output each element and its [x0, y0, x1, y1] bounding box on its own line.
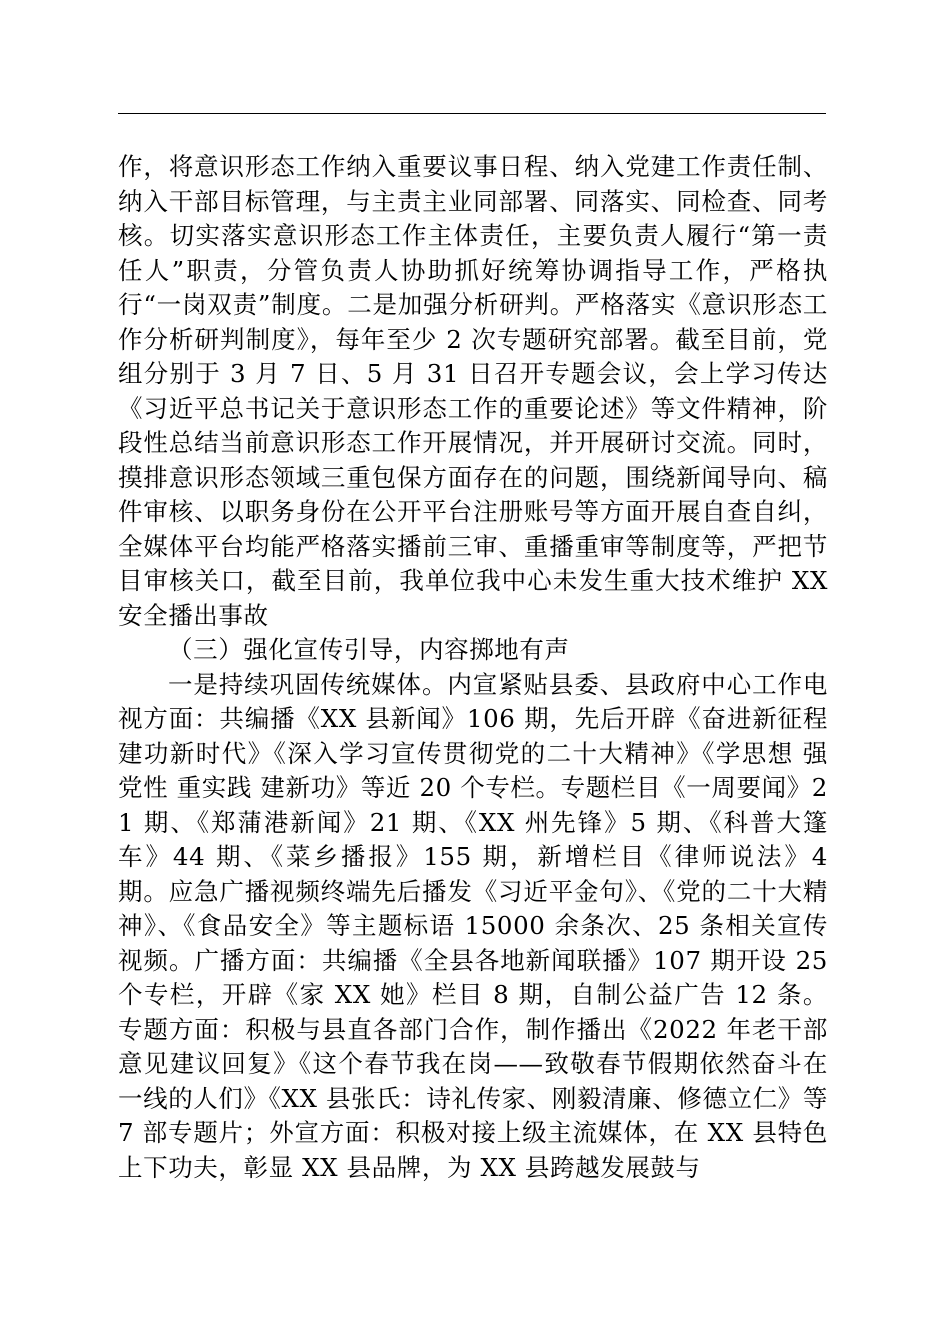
paragraph: 一是持续巩固传统媒体。内宣紧贴县委、县政府中心工作电视方面：共编播《XX 县新闻》106 期，先后开辟《奋进新征程 建功新时代》《深入学习宣传贯彻党的二十大精神》《学思想 强党性 重实践 建新功》等近 20 个专栏。专题栏目《一周要闻》21 期、《郑蒲港新闻》21 期、《XX 州先锋》5 期、《科普大篷车》44 期、《菜乡播报》155 期，新增栏目《律师说法》4 期。应急广播视频终端先后播发《习近平金句》、《党的二十大精神》、《食品安全》等主题标语 15000 余条次、25 条相关宣传视频。广播方面：共编播《全县各地新闻联播》107 期开设 25 个专栏，开辟《家 XX 她》栏目 8 期，自制公益广告 12 条。专题方面：积极与县直各部门合作，制作播出《2022 年老干部意见建议回复》《这个春节我在岗——致敬春节假期依然奋斗在一线的人们》《XX 县张氏：诗礼传家、刚毅清廉、修德立仁》等 7 部专题片；外宣方面：积极对接上级主流媒体，在 XX 县特色上下功夫，彰显 XX 县品牌，为 XX 县跨越发展鼓与	[118, 669, 828, 1182]
document-body	[118, 150, 828, 1185]
paragraph-continued: 作，将意识形态工作纳入重要议事日程、纳入党建工作责任制、纳入干部目标管理，与主责主业同部署、同落实、同检查、同考核。切实落实意识形态工作主体责任，主要负责人履行“第一责任人”职责，分管负责人协助抓好统筹协调指导工作，严格执行“一岗双责”制度。二是加强分析研判。严格落实《意识形态工作分析研判制度》，每年至少 2 次专题研究部署。截至目前，党组分别于 3 月 7 日、5 月 31 日召开专题会议，会上学习传达《习近平总书记关于意识形态工作的重要论述》等文件精神，阶段性总结当前意识形态工作开展情况，并开展研讨交流。同时，摸排意识形态领域三重包保方面存在的问题，围绕新闻导向、稿件审核、以职务身份在公开平台注册账号等方面开展自查自纠，全媒体平台均能严格落实播前三审、重播重审等制度等，严把节目审核关口，截至目前，我单位我中心未发生重大技术维护 XX 安全播出事故	[118, 152, 828, 630]
header-rule	[118, 113, 826, 114]
section-heading: （三）强化宣传引导，内容掷地有声	[168, 635, 570, 664]
